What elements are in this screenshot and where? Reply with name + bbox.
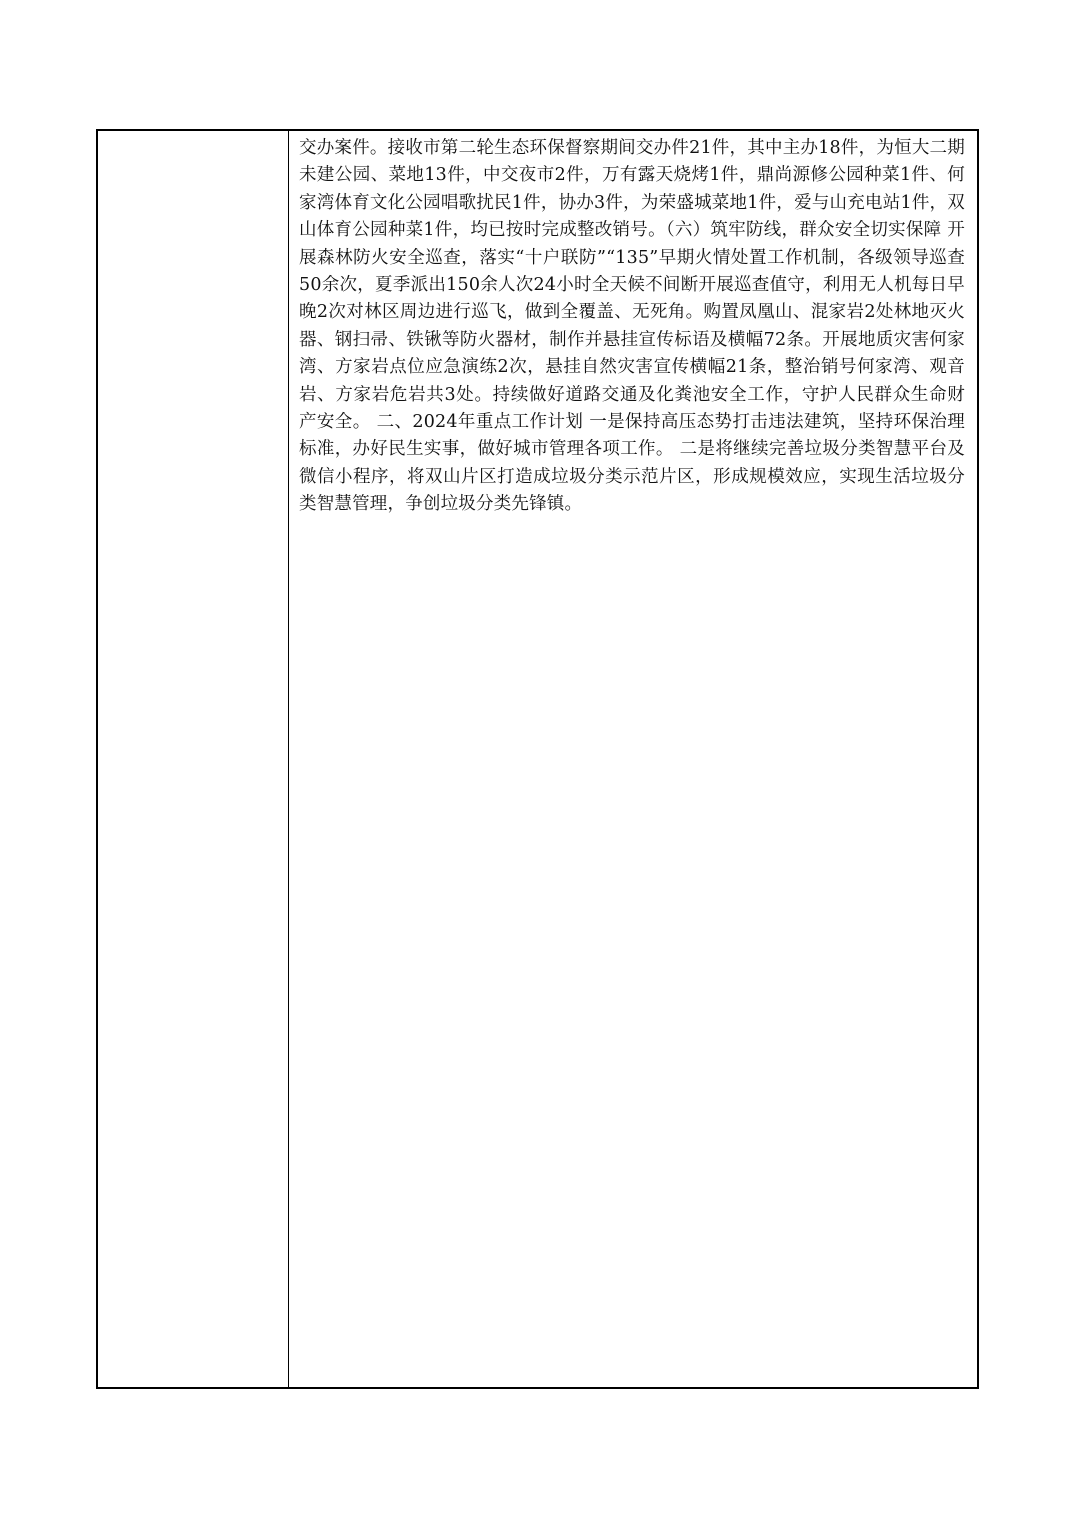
table-label-cell bbox=[98, 131, 289, 1387]
table-content-cell bbox=[289, 131, 977, 1387]
form-table bbox=[96, 129, 979, 1389]
body-paragraph: 交办案件。接收市第二轮生态环保督察期间交办件21件，其中主办18件，为恒大二期未建公园、菜地13件，中交夜市2件，万有露天烧烤1件，鼎尚源修公园种菜1件、何家湾体育文化公园唱歌扰民1件，协办3件，为荣盛城菜地1件，爱与山充电站1件，双山体育公园种菜1件，均已按时完成整改销号。（六）筑牢防线，群众安全切实保障 开展森林防火安全巡查，落实“十户联防”“135”早期火情处置工作机制，各级领导巡查50余次，夏季派出150余人次24小时全天候不间断开展巡查值守，利用无人机每日早晚2次对林区周边进行巡飞，做到全覆盖、无死角。购置凤凰山、混家岩2处林地灭火器、钢扫帚、铁锹等防火器材，制作并悬挂宣传标语及横幅72条。开展地质灾害何家湾、方家岩点位应急演练2次，悬挂自然灾害宣传横幅21条，整治销号何家湾、观音岩、方家岩危岩共3处。持续做好道路交通及化粪池安全工作，守护人民群众生命财产安全。 二、2024年重点工作计划 一是保持高压态势打击违法建筑，坚持环保治理标准，办好民生实事，做好城市管理各项工作。 二是将继续完善垃圾分类智慧平台及微信小程序，将双山片区打造成垃圾分类示范片区，形成规模效应，实现生活垃圾分类智慧管理，争创垃圾分类先锋镇。 bbox=[299, 138, 965, 515]
